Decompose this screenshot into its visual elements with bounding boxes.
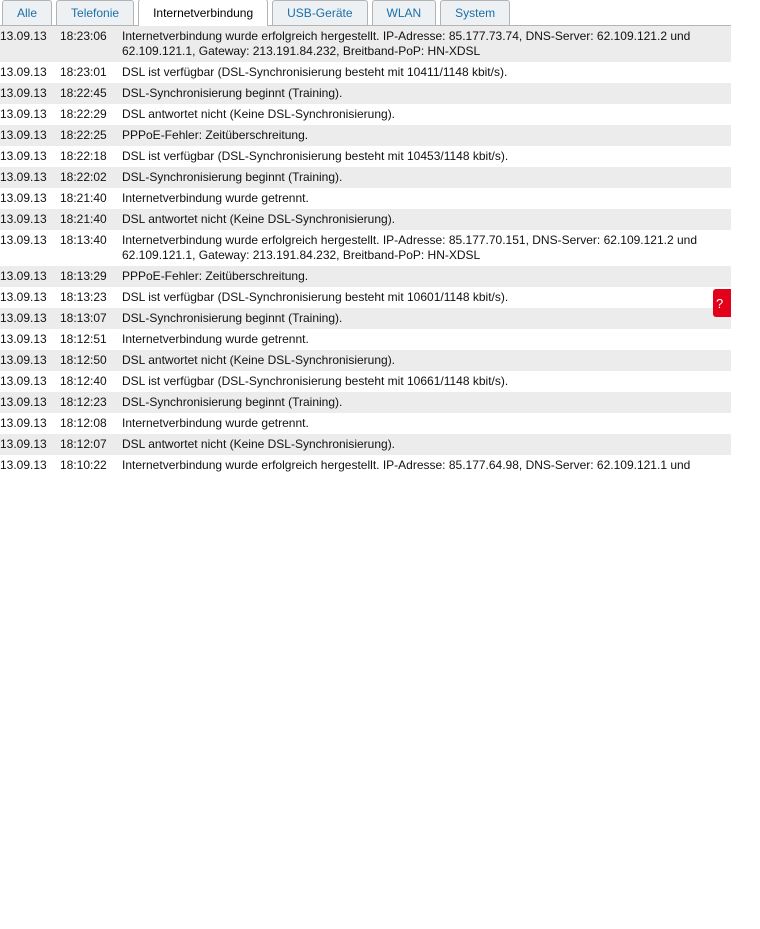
log-date: 13.09.13: [0, 350, 60, 371]
log-time: 18:12:23: [60, 392, 122, 413]
log-time: 18:21:40: [60, 188, 122, 209]
log-message: DSL-Synchronisierung beginnt (Training).: [122, 392, 731, 413]
log-message: DSL-Synchronisierung beginnt (Training).: [122, 167, 731, 188]
log-time: 18:22:18: [60, 146, 122, 167]
table-row: [0, 266, 731, 287]
table-row: [0, 392, 731, 413]
tab-label: WLAN: [386, 6, 422, 20]
log-time: 18:12:51: [60, 329, 122, 350]
log-date: 13.09.13: [0, 266, 60, 287]
table-row: [0, 455, 731, 476]
log-date: 13.09.13: [0, 230, 60, 266]
tab-usb-ger-te[interactable]: [272, 0, 367, 25]
log-date: 13.09.13: [0, 146, 60, 167]
tab-wlan[interactable]: [372, 0, 437, 25]
log-message: PPPoE-Fehler: Zeitüberschreitung.: [122, 266, 731, 287]
log-date: 13.09.13: [0, 455, 60, 476]
side-feedback-tab[interactable]: [713, 289, 731, 317]
table-row: [0, 26, 731, 62]
event-log-body: [0, 26, 731, 476]
log-date: 13.09.13: [0, 392, 60, 413]
tab-telefonie[interactable]: [56, 0, 134, 25]
log-message: DSL ist verfügbar (DSL-Synchronisierung besteht mit 10453/1148 kbit/s).: [122, 146, 731, 167]
log-time: 18:23:01: [60, 62, 122, 83]
log-date: 13.09.13: [0, 308, 60, 329]
log-message: DSL antwortet nicht (Keine DSL-Synchronisierung).: [122, 209, 731, 230]
log-date: 13.09.13: [0, 188, 60, 209]
right-gutter: [731, 0, 760, 929]
table-row: [0, 308, 731, 329]
tab-label: Alle: [17, 6, 38, 20]
log-time: 18:22:45: [60, 83, 122, 104]
tab-internetverbindung[interactable]: [138, 0, 268, 26]
log-date: 13.09.13: [0, 287, 60, 308]
log-date: 13.09.13: [0, 434, 60, 455]
log-date: 13.09.13: [0, 413, 60, 434]
log-time: 18:12:50: [60, 350, 122, 371]
log-date: 13.09.13: [0, 209, 60, 230]
log-date: 13.09.13: [0, 26, 60, 62]
table-row: [0, 209, 731, 230]
log-date: 13.09.13: [0, 62, 60, 83]
table-row: [0, 350, 731, 371]
log-time: 18:23:06: [60, 26, 122, 62]
log-time: 18:13:23: [60, 287, 122, 308]
log-time: 18:13:40: [60, 230, 122, 266]
tab-label: USB-Geräte: [287, 6, 353, 20]
table-row: [0, 287, 731, 308]
event-log-panel: [0, 26, 731, 472]
table-row: [0, 167, 731, 188]
log-message: Internetverbindung wurde erfolgreich hergestellt. IP-Adresse: 85.177.64.98, DNS-Server: 62.109.121.1 und: [122, 455, 731, 476]
log-message: DSL antwortet nicht (Keine DSL-Synchronisierung).: [122, 350, 731, 371]
log-time: 18:13:29: [60, 266, 122, 287]
table-row: [0, 413, 731, 434]
table-row: [0, 434, 731, 455]
tab-label: Telefonie: [71, 6, 120, 20]
log-message: DSL-Synchronisierung beginnt (Training).: [122, 83, 731, 104]
log-message: Internetverbindung wurde erfolgreich hergestellt. IP-Adresse: 85.177.73.74, DNS-Server: 62.109.121.2 und 62.109.121.1, Gateway: 213.191.84.232, Breitband-PoP: HN-XDSL: [122, 26, 731, 62]
log-date: 13.09.13: [0, 104, 60, 125]
log-date: 13.09.13: [0, 371, 60, 392]
log-time: 18:22:25: [60, 125, 122, 146]
log-time: 18:12:07: [60, 434, 122, 455]
table-row: [0, 188, 731, 209]
table-row: [0, 230, 731, 266]
log-message: DSL-Synchronisierung beginnt (Training).: [122, 308, 731, 329]
log-message: Internetverbindung wurde getrennt.: [122, 329, 731, 350]
tab-label: Internetverbindung: [153, 6, 254, 20]
log-message: DSL antwortet nicht (Keine DSL-Synchronisierung).: [122, 434, 731, 455]
event-log-table: [0, 26, 731, 476]
log-message: Internetverbindung wurde getrennt.: [122, 413, 731, 434]
table-row: [0, 104, 731, 125]
log-time: 18:10:22: [60, 455, 122, 476]
log-date: 13.09.13: [0, 329, 60, 350]
log-time: 18:12:08: [60, 413, 122, 434]
log-time: 18:13:07: [60, 308, 122, 329]
log-date: 13.09.13: [0, 125, 60, 146]
tab-bar: [0, 0, 731, 26]
tab-alle[interactable]: [2, 0, 52, 25]
tab-system[interactable]: [440, 0, 510, 25]
table-row: [0, 329, 731, 350]
log-time: 18:21:40: [60, 209, 122, 230]
log-message: PPPoE-Fehler: Zeitüberschreitung.: [122, 125, 731, 146]
log-message: DSL ist verfügbar (DSL-Synchronisierung besteht mit 10601/1148 kbit/s).: [122, 287, 731, 308]
table-row: [0, 125, 731, 146]
log-message: DSL antwortet nicht (Keine DSL-Synchronisierung).: [122, 104, 731, 125]
table-row: [0, 62, 731, 83]
table-row: [0, 146, 731, 167]
table-row: [0, 83, 731, 104]
log-message: DSL ist verfügbar (DSL-Synchronisierung besteht mit 10411/1148 kbit/s).: [122, 62, 731, 83]
log-message: DSL ist verfügbar (DSL-Synchronisierung besteht mit 10661/1148 kbit/s).: [122, 371, 731, 392]
log-date: 13.09.13: [0, 167, 60, 188]
log-time: 18:22:02: [60, 167, 122, 188]
table-row: [0, 371, 731, 392]
tab-label: System: [455, 6, 496, 20]
side-feedback-tab-label: ?: [716, 295, 724, 311]
log-message: Internetverbindung wurde getrennt.: [122, 188, 731, 209]
log-time: 18:12:40: [60, 371, 122, 392]
log-time: 18:22:29: [60, 104, 122, 125]
log-date: 13.09.13: [0, 83, 60, 104]
log-message: Internetverbindung wurde erfolgreich hergestellt. IP-Adresse: 85.177.70.151, DNS-Server: 62.109.121.2 und 62.109.121.1, Gateway: 213.191.84.232, Breitband-PoP: HN-XDSL: [122, 230, 731, 266]
